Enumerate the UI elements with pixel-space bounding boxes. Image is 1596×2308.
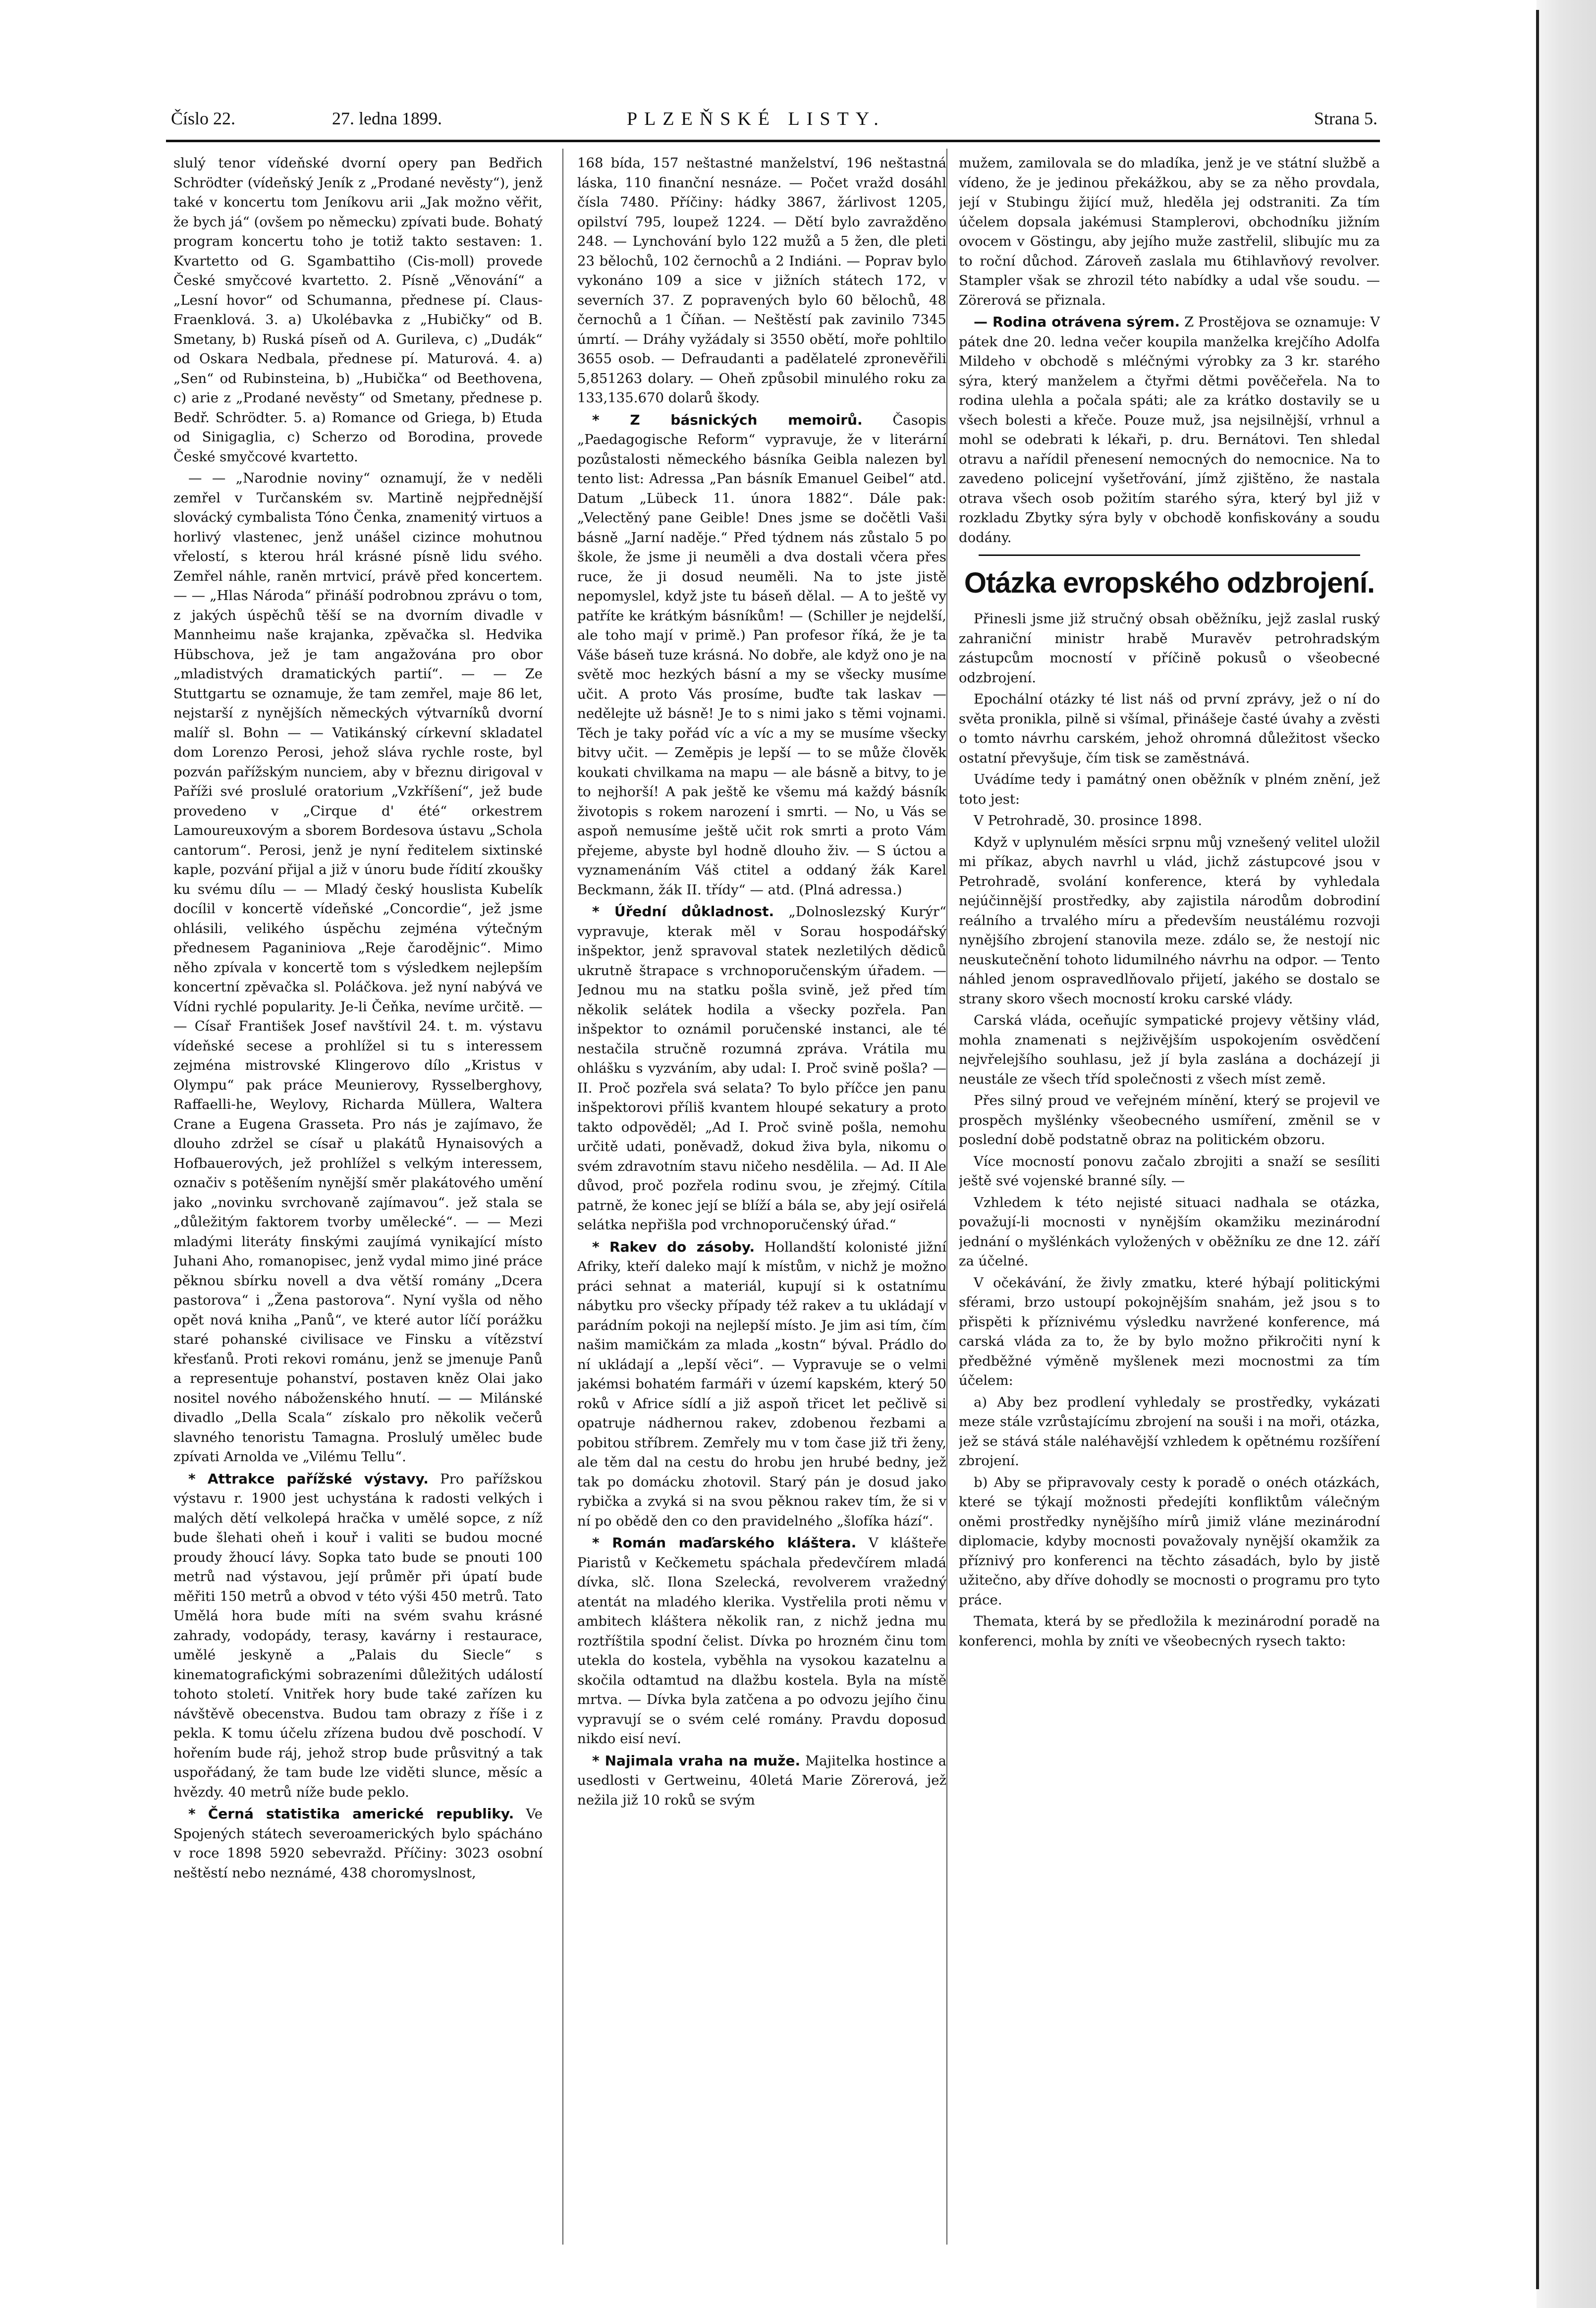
article-paragraph: 168 bída, 157 neštastné manželství, 196 neštastná láska, 110 finanční nesnáze. — Počet vražd dosáhl čísla 7480. Příčiny: hádky 3867, žárlivost 1205, opilství 795, loupež 1224. — Dětí bylo zavražděno 248. — Lynchování bylo 122 mužů a 5 žen, dle pleti 23 bělochů, 102 černochů a 2 Indiáni. — Poprav bylo vykonáno 109 a sice v jižních státech 172, v severních 37. Z popravených bylo 60 bělochů, 48 černochů a 1 Číňan. — Neštěstí pak zavinilo 7345 úmrtí. — Dráhy vyžádaly si 3550 obětí, moře pohltilo 3655 osob. — Defraudanti a padělatelé zpronevěřili 5,851263 dolary. — Oheň způsobil minulého roku za 133,135.670 dolarů škody. (577, 155, 946, 406)
column-1 (173, 154, 543, 2250)
article-rodina (959, 312, 1380, 548)
page-edge-line (1536, 10, 1539, 2289)
column-rule (946, 149, 947, 2245)
article-body: Z Prostějova se oznamuje: V pátek dne 20. ledna večer koupila manželka krejčího Adolfa Mildeho v obchodě s mléčnými výrobky za 3 kr. starého sýra, který manželem a čtyřmi dětmi pověčeřela. Na to rodina ulehla a počala spáti; ale za krátko dostavily se u všech bolesti a křeče. Pouze muž, jsa nejsilnější, vrhnul a mohl se odebrati k lékaři, p. dru. Bernátovi. Ten shledal otravu a nařídil přenesení nemocných do nemocnice. Na to zavedeno policejní vyšetřování, jímž zjištěno, že nastala otrava všech osob požitím starého sýra, který byl již v rozkladu Zbytky sýra byly v obchodě konfiskovány a soudu dodány. (959, 314, 1380, 546)
issue-date: 27. ledna 1899. (332, 109, 442, 128)
column-3 (959, 154, 1380, 2250)
article-body: „Dolnoslezský Kurýr“ vypravuje, kterak měl v Sorau hospodářský inšpektor, jenž spravoval statek nezletilých dědiců ukrutně štrapace s vrchnoporučenským úřadem. — Jednou mu na statku pošla svině, jež před tím několik selátek hodila a všecky pozřela. Pan inšpektor to oznámil poručenské instanci, ale té nestačila stručně rozumná zpráva. Vrátila mu ohlášku s vyzváním, aby udal: I. Proč svině pošla? — II. Proč pozřela svá selata? To bylo příčce jen panu inšpektorovi příliš kvantem hloupé sekatury a proto takto odpověděl; „Ad I. Proč svině pošla, nemohu určitě udati, poněvadž, dokud živa byla, nikomu o svém zdravotním stavu ničeho nesdělila. — Ad. II Ale důvod, proč pozřela rodinu svou, je zřejmý. Cítila patrně, že konec její se blíží a bála se, aby její osiřelá selátka nepřišla pod vrchnoporučenský úřad.“ (577, 904, 946, 1233)
feature-paragraph: Přes silný proud ve veřejném mínění, který se projevil ve prospěch myšlénky všeobecného usmíření, změnil se v poslední době podstatně obraz na politickém obzoru. (959, 1093, 1380, 1148)
article-heading: * Rakev do zásoby. (592, 1238, 755, 1255)
article-body: Majitelka hostince a usedlosti v Gertweinu, 40letá Marie Zörerová, jež nežila již 10 roků se svým (577, 1753, 946, 1808)
page-header (171, 99, 1377, 134)
feature-paragraph: a) Aby bez prodlení vyhledaly se prostředky, vykázati meze stále vzrůstajícímu zbrojení na souši i na moři, otázka, jež se stává stále naléhavější vzhledem k opětnému rozšíření zbrojení. (959, 1394, 1380, 1469)
article-body: Časopis „Paedagogische Reform“ vypravuje, že v literární pozůstalosti německého básníka Geibla nalezen byl tento list: Adressa „Pan básník Emanuel Geibel“ atd. Datum „Lübeck 11. února 1882“. Dále pak: „Velectěný pane Geible! Dnes jsme se dočětli Vaši básně „Jarní naděje.“ Před týdnem nás zůstalo 5 po škole, že jsme ji neuměli a dva dostali včera přes ruce, že ji dosud neuměli. Na to jste jistě nepomyslel, když jste tu báseň dělal. — A to ještě vy patříte ke krátkým básníkům! — (Schiller je nejdelší, ale toho mají v primě.) Pan profesor říká, že je ta Váše báseň tuze krásná. No dobře, ale když ono je na světě moc hezkých básní a my se všecky musíme učit. A proto Vás prosíme, buďte tak laskav — nedělejte už básně! Je to s nimi jako s těmi vojnami. Těch je taky pořád víc a víc a my se musíme všecky bitvy učit. — Zeměpis je lepší — to se může člověk koukati chvilkama na mapu — ale básně a bitvy, to je to nejhorší! A pak ještě ke všemu má každý básník životopis s rokem narození i smrti. — No, u Vás se aspoň nemusíme ještě učit rok smrti a proto Vám přejeme, abyste byl hodně dlouho živ. — S úctou a vyznamenáním Váš ctitel a oddaný žák Karel Beckmann, žák II. třídy“ — atd. (Plná adressa.) (577, 412, 946, 898)
article-heading: * Najimala vraha na muže. (592, 1752, 801, 1769)
article-uredni (577, 902, 946, 1235)
feature-paragraph: Uvádíme tedy i památný onen oběžník v plném znění, jež toto jest: (959, 771, 1380, 807)
feature-paragraph: V očekávání, že živly zmatku, které hýbají politickými sférami, brzo ustoupí pokojnějším snahám, jež jsou s to přispěti k příznivému výsledku navržené konference, má carská vláda za to, že by bylo možno přikročiti nyní k předběžné výměně myšlenek mezi mocnostmi za tím účelem: (959, 1274, 1380, 1388)
article-attrakce (173, 1469, 543, 1803)
column-rule (562, 149, 563, 2245)
article-paragraph: — — „Narodnie noviny“ oznamují, že v neděli zemřel v Turčanském sv. Martině nejpřednější slovácký cymbalista Tóno Čenka, znamenitý virtuos a horlivý vlastenec, jenž unášel cizince mohutnou vřelostí, s kterou hrál krásné písně lidu svého. Zemřel náhle, raněn mrtvicí, právě před koncertem. — — „Hlas Národa“ přináší podrobnou zprávu o tom, z jakých úspěchů těší se na dvorním divadle v Mannheimu naše krajanka, zpěvačka sl. Hedvika Hübschova, jež je tam angažována pro obor „mladistvých dramatických partií“. — — Ze Stuttgartu se oznamuje, že tam zemřel, maje 86 let, nejstarší z nynějších německých výtvarníků dvorní malíř sl. Bohn — — Vatikánský církevní skladatel dom Lorenzo Perosi, jehož sláva rychle roste, byl pozván pařížským nunciem, aby v březnu dirigoval v Paříži své proslulé oratorium „Vzkříšení“, jež bude provedeno v „Cirque d' été“ orkestrem Lamoureuxovým a sborem Bordesova ústavu „Schola cantorum“. Perosi, jenž je nyní ředitelem sixtinské kaple, pozvání přijal a již v únoru bude řídití zkoušky ku svému dílu — — Mladý český houslista Kubelík docílil v koncertě vídeňské „Concordie“, jež jsme ohlásili, velikého úspěchu zejména výtečným přednesem Paganiniova „Reje čarodějnic“. Mimo něho zpívala v koncertě tom s výsledkem nejlepším koncertní zpěvačka sl. Poláčkova. jež nyní nabývá ve Vídni rychlé popularity. Je-li Čeňka, nevíme určitě. — — Císař František Josef navštívil 24. t. m. výstavu vídeňské secese a prohlížel si tu s interessem zejména mistrovské Klingerovo dílo „Kristus v Olympu“ pak práce Meunierovy, Rysselberghovy, Raffaelli-he, Weylovy, Richarda Müllera, Waltera Crane a Eugena Grasseta. Pro nás je zajímavo, že dlouho zdržel se císař u plakátů Hynaisových a Hofbauerových, jež prohlížel s velkým interessem, označiv s potěšením nynější směr plakátového umění jako „novinku svrchovaně zajímavou“. jež stala se „důležitým faktorem tvorby umělecké“. — — Mezi mladými literáty finskými zaujímá vynikající místo Juhani Aho, romanopisec, jenž vydal mimo jiné práce pěknou sbírku novell a dva větší romány „Dcera pastorova“ i „Žena pastorova“. Nyní vyšla od něho opět nová kniha „Panů“, ve které autor líčí porážku staré pohanské civilisace ve Finsku a vítězství křesťanů. Proti rekovi románu, jenž se jmenuje Panů a representuje pohanství, postaven kněz Olai jako nositel nového náboženského hnutí. — — Milánské divadlo „Della Scala“ získalo pro několik večerů slavného tenoristu Tamagna. Proslulý umělec bude zpívati Arnolda ve „Vilému Tellu“. (173, 470, 543, 1465)
article-body: Hollandští kolonisté jižní Afriky, kteří daleko mají k místům, v nichž je možno práci sehnat a materiál, kupují si k ostatnímu nábytku pro všecky případy též rakev a tu ukládají v parádním pokoji na nejlepší místo. Je jim asi tím, čím našim mamičkám za mlada „kostn“ býval. Prádlo do ní ukládají a „lepší věci“. — Vypravuje se o velmi jakémsi bohatém farmáři v území kapském, který 50 roků v Africe sídlí a již aspoň třicet let pečlivě si opatruje nádhernou rakev, zdobenou řezbami a pobitou stříbrem. Zemřely mu v tom čase již tři ženy, ale těm dal na cestu do hrobu jen hrubé bedny, jež tak po domácku zhotovil. Starý pán je dosud jako rybička a zvyká si na svou pěknou rakev tím, že si v ní po obědě den co den pravidelného „šlofíka hází“. (577, 1239, 946, 1529)
feature-paragraph: Epochální otázky té list náš od první zprávy, jež o ní do světa pronikla, pilně si všímal, přinášeje časté úvahy a zvěsti o tomto návrhu carském, jehož ohromná důležitost všecko ostatní převyšuje, čím tisk se zaměstnává. (959, 691, 1380, 766)
article-memoiry (577, 410, 946, 900)
feature-paragraph: Přinesli jsme již stručný obsah oběžníku, jejž zaslal ruský zahraniční ministr hrabě Muravěv petrohradským zástupcům mocností v příčině pokusů o všeobecné odzbrojení. (959, 611, 1380, 686)
article-statistika (173, 1804, 543, 1883)
feature-paragraph: b) Aby se připravovaly cesty k poradě o onéch otázkách, které se týkají možnosti předejíti konfliktům válečným oněmi prostředky nynějšího mírů jimiž vláne mezinárodní diplomacie, kdyby mocnosti považovaly nynější okamžik za příznivý pro konferenci na těchto zásadách, bylo by jistě užitečno, aby dříve dohodly se mocnosti o programu pro tyto práce. (959, 1474, 1380, 1608)
feature-paragraph: Themata, která by se předložila k mezinárodní poradě na konferenci, mohla by zníti ve všeobecných rysech takto: (959, 1613, 1380, 1649)
page-number: Strana 5. (1314, 109, 1377, 128)
article-rakev (577, 1237, 946, 1532)
feature-paragraph: Když v uplynulém měsíci srpnu můj vznešený velitel uložil mi příkaz, abych navrhl u vlád, jichž zástupcové jsou v Petrohradě, svolání konference, která by vyhledala nejúčinnější prostředky, aby zajistila národům dobrodiní reálního a trvalého míru a především neustálému rozvoji nynějšího zbrojení stanovila meze. zdálo se, že nestojí nic neuskutečnění tohoto lidumilného návrhu na odpor. — Tento náhled jenom ospravedlňovalo přijetí, jakého se dostalo se strany skoro všech mocností kroku carské vlády. (959, 834, 1380, 1007)
article-heading: * Úřední důkladnost. (592, 903, 774, 920)
section-divider (979, 554, 1360, 556)
issue-number: Číslo 22. (171, 109, 236, 128)
article-heading: — Rodina otrávena sýrem. (974, 314, 1180, 330)
feature-paragraph: Carská vláda, oceňujíc sympatické projevy většiny vlád, mohla znamenati s nejživějším uspokojením osvědčení nejvřelejšího souhlasu, jež jí byla zaslána a docházejí ji neustále ze všech tříd společnosti z všech míst země. (959, 1012, 1380, 1087)
article-paragraph: mužem, zamilovala se do mladíka, jenž je ve státní službě a vídeno, že je jedinou překážkou, aby se za něho provdala, její v Stubingu žijící muž, hleděla jej odstraniti. Za tím účelem dopsala jakémusi Stamplerovi, obchodníku jižním ovocem v Göstingu, aby jejího muže zastřelil, slibujíc mu za to roční důchod. Zároveň zaslala mu 6tihlavňový revolver. Stampler však se zhrozil této nabídky a udal vše soudu. — Zörerová se přiznala. (959, 155, 1380, 308)
article-paragraph: slulý tenor vídeňské dvorní opery pan Bedřich Schrödter (vídeňský Jeník z „Prodané nevěsty“), jenž také v koncertu tom Jeníkovu arii „Jak možno věřit, že bych já“ (ovšem po německu) zpívati bude. Bohatý program koncertu toho je totiž takto sestaven: 1. Kvartetto od G. Sgambattiho (Cis-moll) provede České smyčcové kvartetto. 2. Písně „Věnování“ a „Lesní hovor“ od Schumanna, přednese pí. Claus-Fraenklová. 3. a) Ukolébavka z „Hubičky“ od B. Smetany, b) Ruská píseň od A. Gurileva, c) „Dudák“ od Oskara Nedbala, přednese pí. Maturová. 4. a) „Sen“ od Rubinsteina, b) „Hubička“ od Beethovena, c) arie z „Prodané nevěsty“ od Smetany, přednese p. Bedř. Schrödter. 5. a) Romance od Griega, b) Etuda od Sinigaglia, c) Scherzo od Borodina, provede České smyčcové kvartetto. (173, 155, 543, 465)
feature-dateline: V Petrohradě, 30. prosince 1898. (974, 813, 1203, 828)
article-body: V klášteře Piaristů v Kečkemetu spáchala předevčírem mladá dívka, slč. Ilona Szelecká, revolverem vražedný atentát na mladého klerika. Vystřelila proti němu v ambitech kláštera několik ran, z nichž jedna mu roztříštila spodní čelist. Dívka po hrozném činu tom utekla do kostela, vyběhla na vysokou kazatelnu a skočila odtamtud na dlažbu kostela. Byla na místě mrtva. — Dívka byla zatčena a po odvozu jejího činu vypravují se o svém celé romány. Pravdu doposud nikdo eisí neví. (577, 1535, 946, 1747)
article-body: Ve Spojených státech severoamerických bylo spácháno v roce 1898 5920 sebevražd. Příčiny: 3023 osobní neštěstí nebo neznámé, 438 choromyslnost, (173, 1806, 543, 1881)
article-heading: * Černá statistika americké republiky. (188, 1806, 514, 1822)
newspaper-title: PLZEŇSKÉ LISTY. (627, 109, 885, 129)
binding-spine (1537, 0, 1596, 2308)
article-roman (577, 1533, 946, 1749)
header-rule (166, 140, 1380, 142)
feature-paragraph: Vzhledem k této nejisté situaci nadhala se otázka, považují-li mocnosti v nynějším okamžiku mezinárodní jednání o myšlénkách vyložených v oběžníku ze dne 12. září za účelné. (959, 1194, 1380, 1269)
column-2 (577, 154, 946, 2250)
article-heading: * Attrakce pařížské výstavy. (188, 1470, 429, 1487)
feature-headline: Otázka evropského odzbrojení. (964, 567, 1375, 599)
article-najimala (577, 1751, 946, 1811)
feature-paragraph: Více mocností ponovu začalo zbrojiti a snaží se sesíliti ještě své vojenské branné síly. — (959, 1153, 1380, 1189)
article-heading: * Román maďarského kláštera. (592, 1535, 857, 1551)
article-body: Pro pařížskou výstavu r. 1900 jest uchystána k radosti velkých i malých dětí velkolepá hračka v umělé sopce, z níž bude šlehati oheň i kouř i valiti se budou mocné proudy žhoucí lávy. Sopka tato bude se pnouti 100 metrů nad výstavou, její průměr při úpatí bude měřiti 150 metrů a obvod v této výši 450 metrů. Tato Umělá hora bude míti na svém svahu krásné zahrady, vodopády, terasy, kavárny i restaurace, umělé jeskyně a „Palais du Siecle“ s kinematografickými sobrazeními důležitých událostí tohoto století. Vnitřek hory bude také zařízen ku návštěvě obecenstva. Budou tam obrazy z říše i z pekla. K tomu účelu zřízena budou dvě poschodí. V hořením bude ráj, jehož strop bude průsvitný a tak uspořádaný, že tam bude lze viděti slunce, měsíc a hvězdy. 40 metrů níže bude peklo. (173, 1471, 543, 1800)
article-heading: * Z básnických memoirů. (592, 411, 863, 428)
